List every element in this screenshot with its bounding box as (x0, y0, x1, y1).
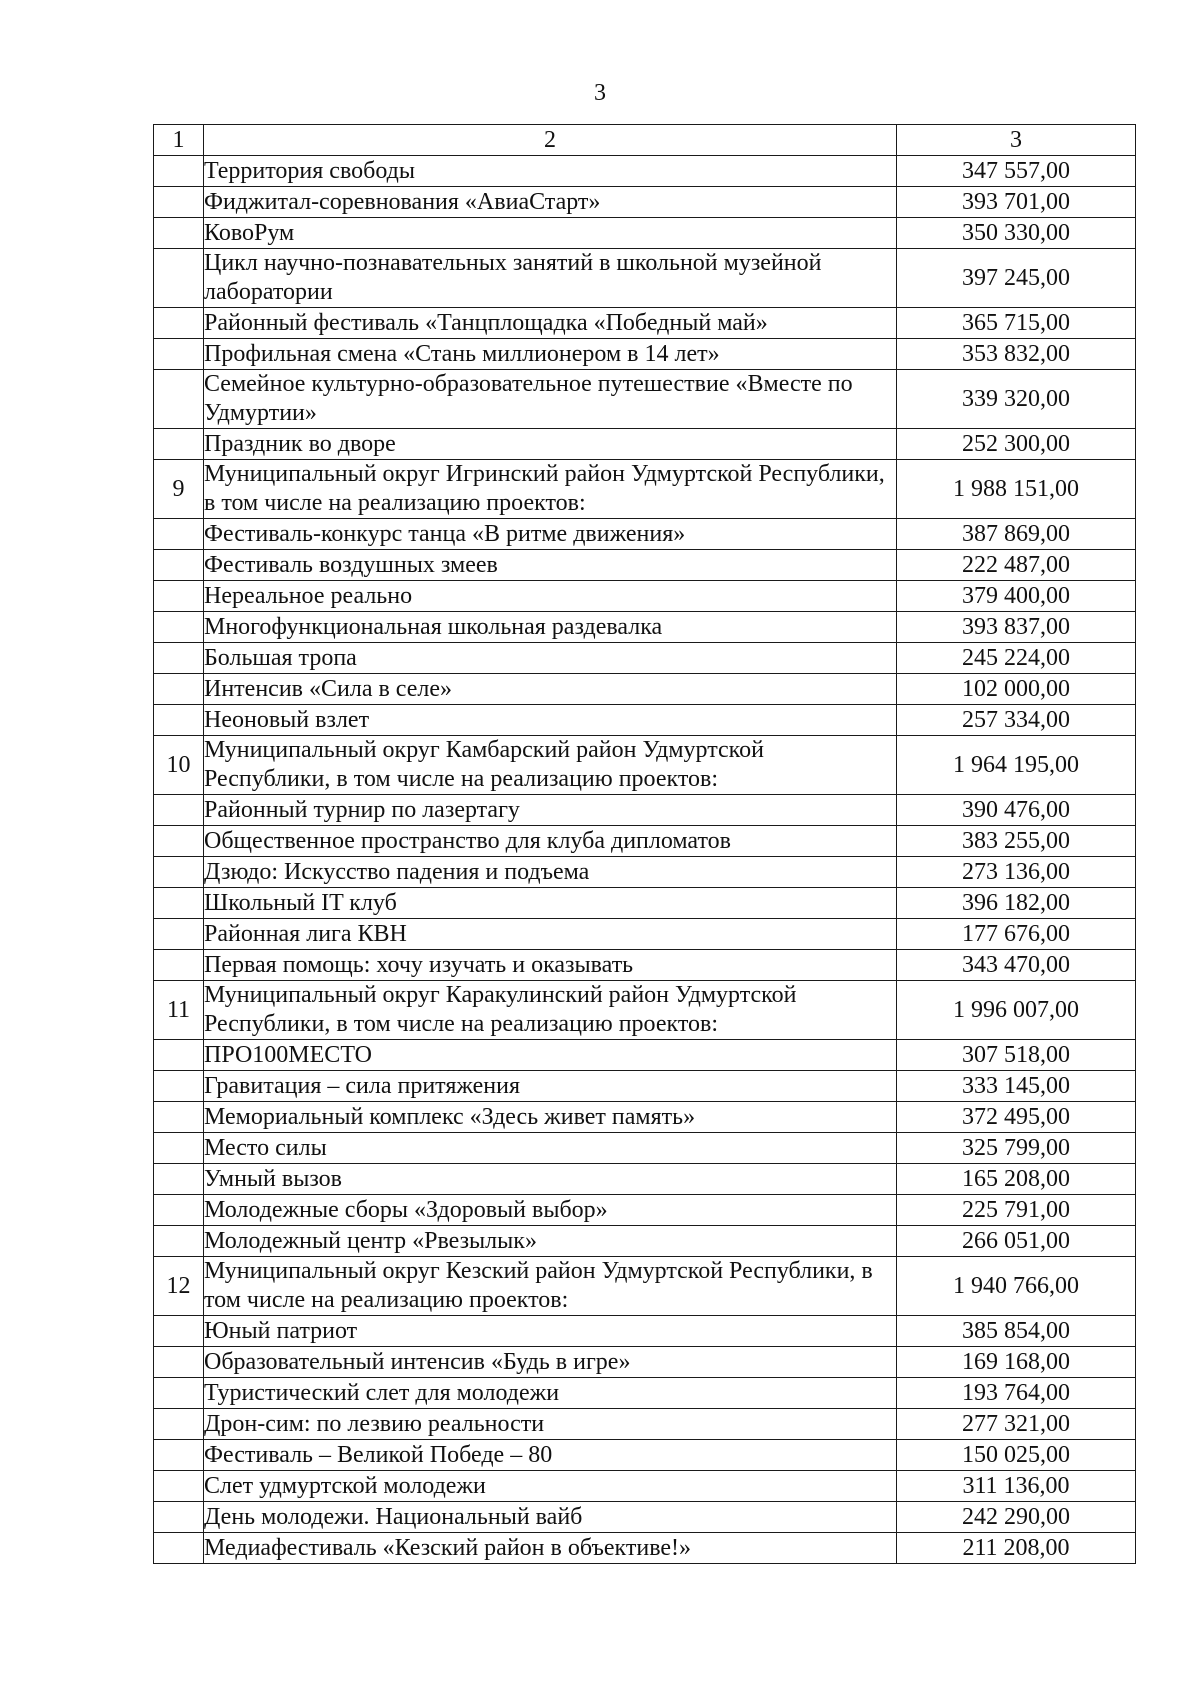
project-row (154, 1471, 1136, 1502)
project-amount: 379 400,00 (897, 581, 1136, 612)
project-amount: 347 557,00 (897, 156, 1136, 187)
project-row (154, 1440, 1136, 1471)
project-name: Место силы (204, 1133, 897, 1164)
project-amount: 169 168,00 (897, 1347, 1136, 1378)
table-header-row (154, 125, 1136, 156)
project-row (154, 888, 1136, 919)
project-name: Фестиваль воздушных змеев (204, 550, 897, 581)
project-row (154, 1071, 1136, 1102)
municipality-title: Муниципальный округ Каракулинский район Удмуртской Республики, в том числе на реализацию проектов: (204, 981, 897, 1040)
project-amount: 102 000,00 (897, 674, 1136, 705)
header-col-3: 3 (897, 125, 1136, 156)
project-name: Дзюдо: Искусство падения и подъема (204, 857, 897, 888)
project-row (154, 1040, 1136, 1071)
municipality-row (154, 1257, 1136, 1316)
row-number-empty (154, 339, 204, 370)
project-name: Первая помощь: хочу изучать и оказывать (204, 950, 897, 981)
row-number-empty (154, 1195, 204, 1226)
project-name: ПРО100МЕСТО (204, 1040, 897, 1071)
row-number-empty (154, 950, 204, 981)
project-name: Районный фестиваль «Танцплощадка «Победный май» (204, 308, 897, 339)
project-row (154, 674, 1136, 705)
project-amount: 372 495,00 (897, 1102, 1136, 1133)
project-amount: 277 321,00 (897, 1409, 1136, 1440)
project-row (154, 218, 1136, 249)
project-amount: 165 208,00 (897, 1164, 1136, 1195)
project-name: Гравитация – сила притяжения (204, 1071, 897, 1102)
project-name: Умный вызов (204, 1164, 897, 1195)
row-number: 12 (154, 1257, 204, 1316)
project-amount: 393 837,00 (897, 612, 1136, 643)
project-amount: 385 854,00 (897, 1316, 1136, 1347)
project-name: Юный патриот (204, 1316, 897, 1347)
project-name: Большая тропа (204, 643, 897, 674)
project-amount: 393 701,00 (897, 187, 1136, 218)
row-number-empty (154, 370, 204, 429)
project-name: КовоРум (204, 218, 897, 249)
project-name: Фестиваль – Великой Победе – 80 (204, 1440, 897, 1471)
municipality-total: 1 940 766,00 (897, 1257, 1136, 1316)
project-amount: 353 832,00 (897, 339, 1136, 370)
row-number: 9 (154, 460, 204, 519)
project-name: Молодежные сборы «Здоровый выбор» (204, 1195, 897, 1226)
row-number-empty (154, 156, 204, 187)
row-number-empty (154, 919, 204, 950)
project-row (154, 1502, 1136, 1533)
row-number: 11 (154, 981, 204, 1040)
row-number-empty (154, 581, 204, 612)
project-amount: 307 518,00 (897, 1040, 1136, 1071)
project-amount: 273 136,00 (897, 857, 1136, 888)
project-name: Молодежный центр «Рвезылык» (204, 1226, 897, 1257)
project-row (154, 519, 1136, 550)
project-row (154, 612, 1136, 643)
page-number: 3 (594, 80, 606, 106)
project-amount: 397 245,00 (897, 249, 1136, 308)
project-amount: 383 255,00 (897, 826, 1136, 857)
row-number-empty (154, 795, 204, 826)
project-name: Туристический слет для молодежи (204, 1378, 897, 1409)
project-row (154, 1378, 1136, 1409)
project-amount: 311 136,00 (897, 1471, 1136, 1502)
municipality-row (154, 736, 1136, 795)
project-name: Общественное пространство для клуба дипломатов (204, 826, 897, 857)
row-number-empty (154, 643, 204, 674)
row-number-empty (154, 888, 204, 919)
project-row (154, 429, 1136, 460)
project-row (154, 1102, 1136, 1133)
project-name: Цикл научно-познавательных занятий в школьной музейной лаборатории (204, 249, 897, 308)
project-row (154, 187, 1136, 218)
project-row (154, 1133, 1136, 1164)
project-row (154, 581, 1136, 612)
project-name: Образовательный интенсив «Будь в игре» (204, 1347, 897, 1378)
project-amount: 177 676,00 (897, 919, 1136, 950)
project-name: Дрон-сим: по лезвию реальности (204, 1409, 897, 1440)
project-row (154, 1226, 1136, 1257)
project-row (154, 643, 1136, 674)
project-amount: 339 320,00 (897, 370, 1136, 429)
project-amount: 350 330,00 (897, 218, 1136, 249)
project-row (154, 308, 1136, 339)
row-number-empty (154, 1409, 204, 1440)
project-row (154, 826, 1136, 857)
row-number-empty (154, 187, 204, 218)
row-number-empty (154, 857, 204, 888)
project-amount: 365 715,00 (897, 308, 1136, 339)
project-name: Фиджитал-соревнования «АвиаСтарт» (204, 187, 897, 218)
row-number-empty (154, 674, 204, 705)
municipality-total: 1 964 195,00 (897, 736, 1136, 795)
project-row (154, 156, 1136, 187)
row-number-empty (154, 429, 204, 460)
row-number-empty (154, 1133, 204, 1164)
project-amount: 225 791,00 (897, 1195, 1136, 1226)
project-row (154, 705, 1136, 736)
municipality-row (154, 981, 1136, 1040)
project-amount: 150 025,00 (897, 1440, 1136, 1471)
project-name: Фестиваль-конкурс танца «В ритме движения» (204, 519, 897, 550)
project-name: Нереальное реально (204, 581, 897, 612)
project-name: Неоновый взлет (204, 705, 897, 736)
project-amount: 193 764,00 (897, 1378, 1136, 1409)
project-row (154, 1195, 1136, 1226)
row-number-empty (154, 308, 204, 339)
header-col-1: 1 (154, 125, 204, 156)
project-row (154, 919, 1136, 950)
project-name: Слет удмуртской молодежи (204, 1471, 897, 1502)
row-number: 10 (154, 736, 204, 795)
project-name: Интенсив «Сила в селе» (204, 674, 897, 705)
row-number-empty (154, 1102, 204, 1133)
project-amount: 222 487,00 (897, 550, 1136, 581)
row-number-empty (154, 1226, 204, 1257)
project-row (154, 1409, 1136, 1440)
municipality-title: Муниципальный округ Кезский район Удмуртской Республики, в том числе на реализацию проектов: (204, 1257, 897, 1316)
row-number-empty (154, 550, 204, 581)
row-number-empty (154, 1471, 204, 1502)
row-number-empty (154, 1071, 204, 1102)
row-number-empty (154, 1316, 204, 1347)
project-name: Школьный IT клуб (204, 888, 897, 919)
project-row (154, 550, 1136, 581)
row-number-empty (154, 705, 204, 736)
project-amount: 257 334,00 (897, 705, 1136, 736)
project-row (154, 857, 1136, 888)
row-number-empty (154, 1164, 204, 1195)
row-number-empty (154, 612, 204, 643)
project-amount: 325 799,00 (897, 1133, 1136, 1164)
project-row (154, 795, 1136, 826)
project-name: Многофункциональная школьная раздевалка (204, 612, 897, 643)
project-name: Мемориальный комплекс «Здесь живет память» (204, 1102, 897, 1133)
project-row (154, 1347, 1136, 1378)
project-name: Профильная смена «Стань миллионером в 14 лет» (204, 339, 897, 370)
project-row (154, 339, 1136, 370)
project-name: Районная лига КВН (204, 919, 897, 950)
project-row (154, 370, 1136, 429)
project-amount: 245 224,00 (897, 643, 1136, 674)
project-name: Территория свободы (204, 156, 897, 187)
row-number-empty (154, 1533, 204, 1564)
municipality-total: 1 988 151,00 (897, 460, 1136, 519)
project-amount: 390 476,00 (897, 795, 1136, 826)
project-name: Праздник во дворе (204, 429, 897, 460)
row-number-empty (154, 1347, 204, 1378)
project-amount: 252 300,00 (897, 429, 1136, 460)
project-amount: 242 290,00 (897, 1502, 1136, 1533)
row-number-empty (154, 218, 204, 249)
project-row (154, 1316, 1136, 1347)
row-number-empty (154, 1440, 204, 1471)
row-number-empty (154, 826, 204, 857)
project-name: Семейное культурно-образовательное путешествие «Вместе по Удмуртии» (204, 370, 897, 429)
row-number-empty (154, 1040, 204, 1071)
project-amount: 211 208,00 (897, 1533, 1136, 1564)
municipality-total: 1 996 007,00 (897, 981, 1136, 1040)
row-number-empty (154, 519, 204, 550)
project-row (154, 1164, 1136, 1195)
project-name: День молодежи. Национальный вайб (204, 1502, 897, 1533)
municipality-title: Муниципальный округ Игринский район Удмуртской Республики, в том числе на реализацию проектов: (204, 460, 897, 519)
project-row (154, 249, 1136, 308)
project-name: Районный турнир по лазертагу (204, 795, 897, 826)
municipality-row (154, 460, 1136, 519)
header-col-2: 2 (204, 125, 897, 156)
project-name: Медиафестиваль «Кезский район в объективе!» (204, 1533, 897, 1564)
row-number-empty (154, 1378, 204, 1409)
project-amount: 333 145,00 (897, 1071, 1136, 1102)
project-amount: 343 470,00 (897, 950, 1136, 981)
project-amount: 266 051,00 (897, 1226, 1136, 1257)
row-number-empty (154, 1502, 204, 1533)
project-amount: 396 182,00 (897, 888, 1136, 919)
project-row (154, 950, 1136, 981)
municipality-title: Муниципальный округ Камбарский район Удмуртской Республики, в том числе на реализацию проектов: (204, 736, 897, 795)
project-row (154, 1533, 1136, 1564)
table-body (154, 156, 1136, 1564)
project-amount: 387 869,00 (897, 519, 1136, 550)
row-number-empty (154, 249, 204, 308)
funding-table (153, 124, 1136, 1564)
